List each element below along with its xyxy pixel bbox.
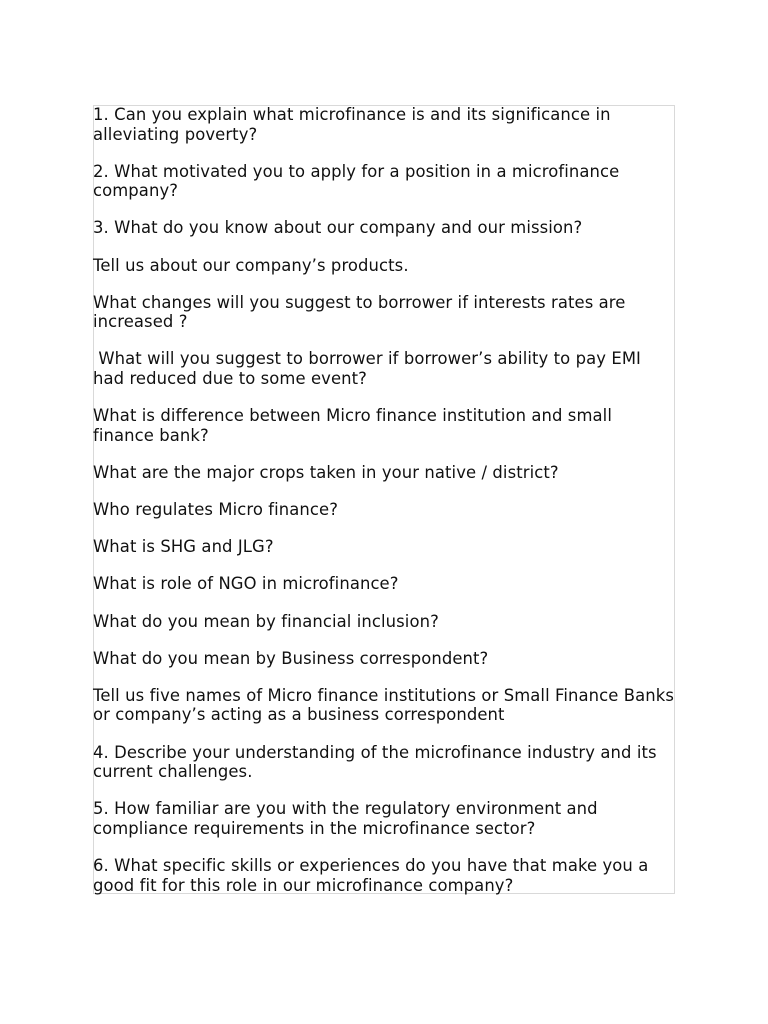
question-item: What will you suggest to borrower if borrower’s ability to pay EMI had reduced due to some event? xyxy=(93,349,647,388)
question-item: What do you mean by Business correspondent? xyxy=(93,648,489,668)
question-item: What do you mean by financial inclusion? xyxy=(93,611,439,631)
question-item: 3. What do you know about our company and our mission? xyxy=(93,218,583,238)
question-item: What is role of NGO in microfinance? xyxy=(93,574,399,594)
question-item: Tell us five names of Micro finance institutions or Small Finance Banks or company’s acting as a business correspondent xyxy=(93,685,680,725)
question-item: 1. Can you explain what microfinance is and its significance in alleviating poverty? xyxy=(93,105,616,144)
question-item: 6. What specific skills or experiences do you have that make you a good fit for this role in our microfinance company? xyxy=(93,856,654,895)
question-item: 4. Describe your understanding of the microfinance industry and its current challenges. xyxy=(93,742,662,782)
question-item: What is difference between Micro finance institution and small finance bank? xyxy=(93,406,618,445)
question-item: 5. How familiar are you with the regulatory environment and compliance requirements in the microfinance sector? xyxy=(93,799,603,838)
question-item: 2. What motivated you to apply for a position in a microfinance company? xyxy=(93,161,625,201)
question-item: What is SHG and JLG? xyxy=(93,537,274,557)
question-item: Tell us about our company’s products. xyxy=(93,255,409,275)
question-list xyxy=(93,105,680,913)
question-item: What are the major crops taken in your native / district? xyxy=(93,462,559,482)
question-item: Who regulates Micro finance? xyxy=(93,500,339,519)
question-item: What changes will you suggest to borrower if interests rates are increased ? xyxy=(93,292,631,332)
